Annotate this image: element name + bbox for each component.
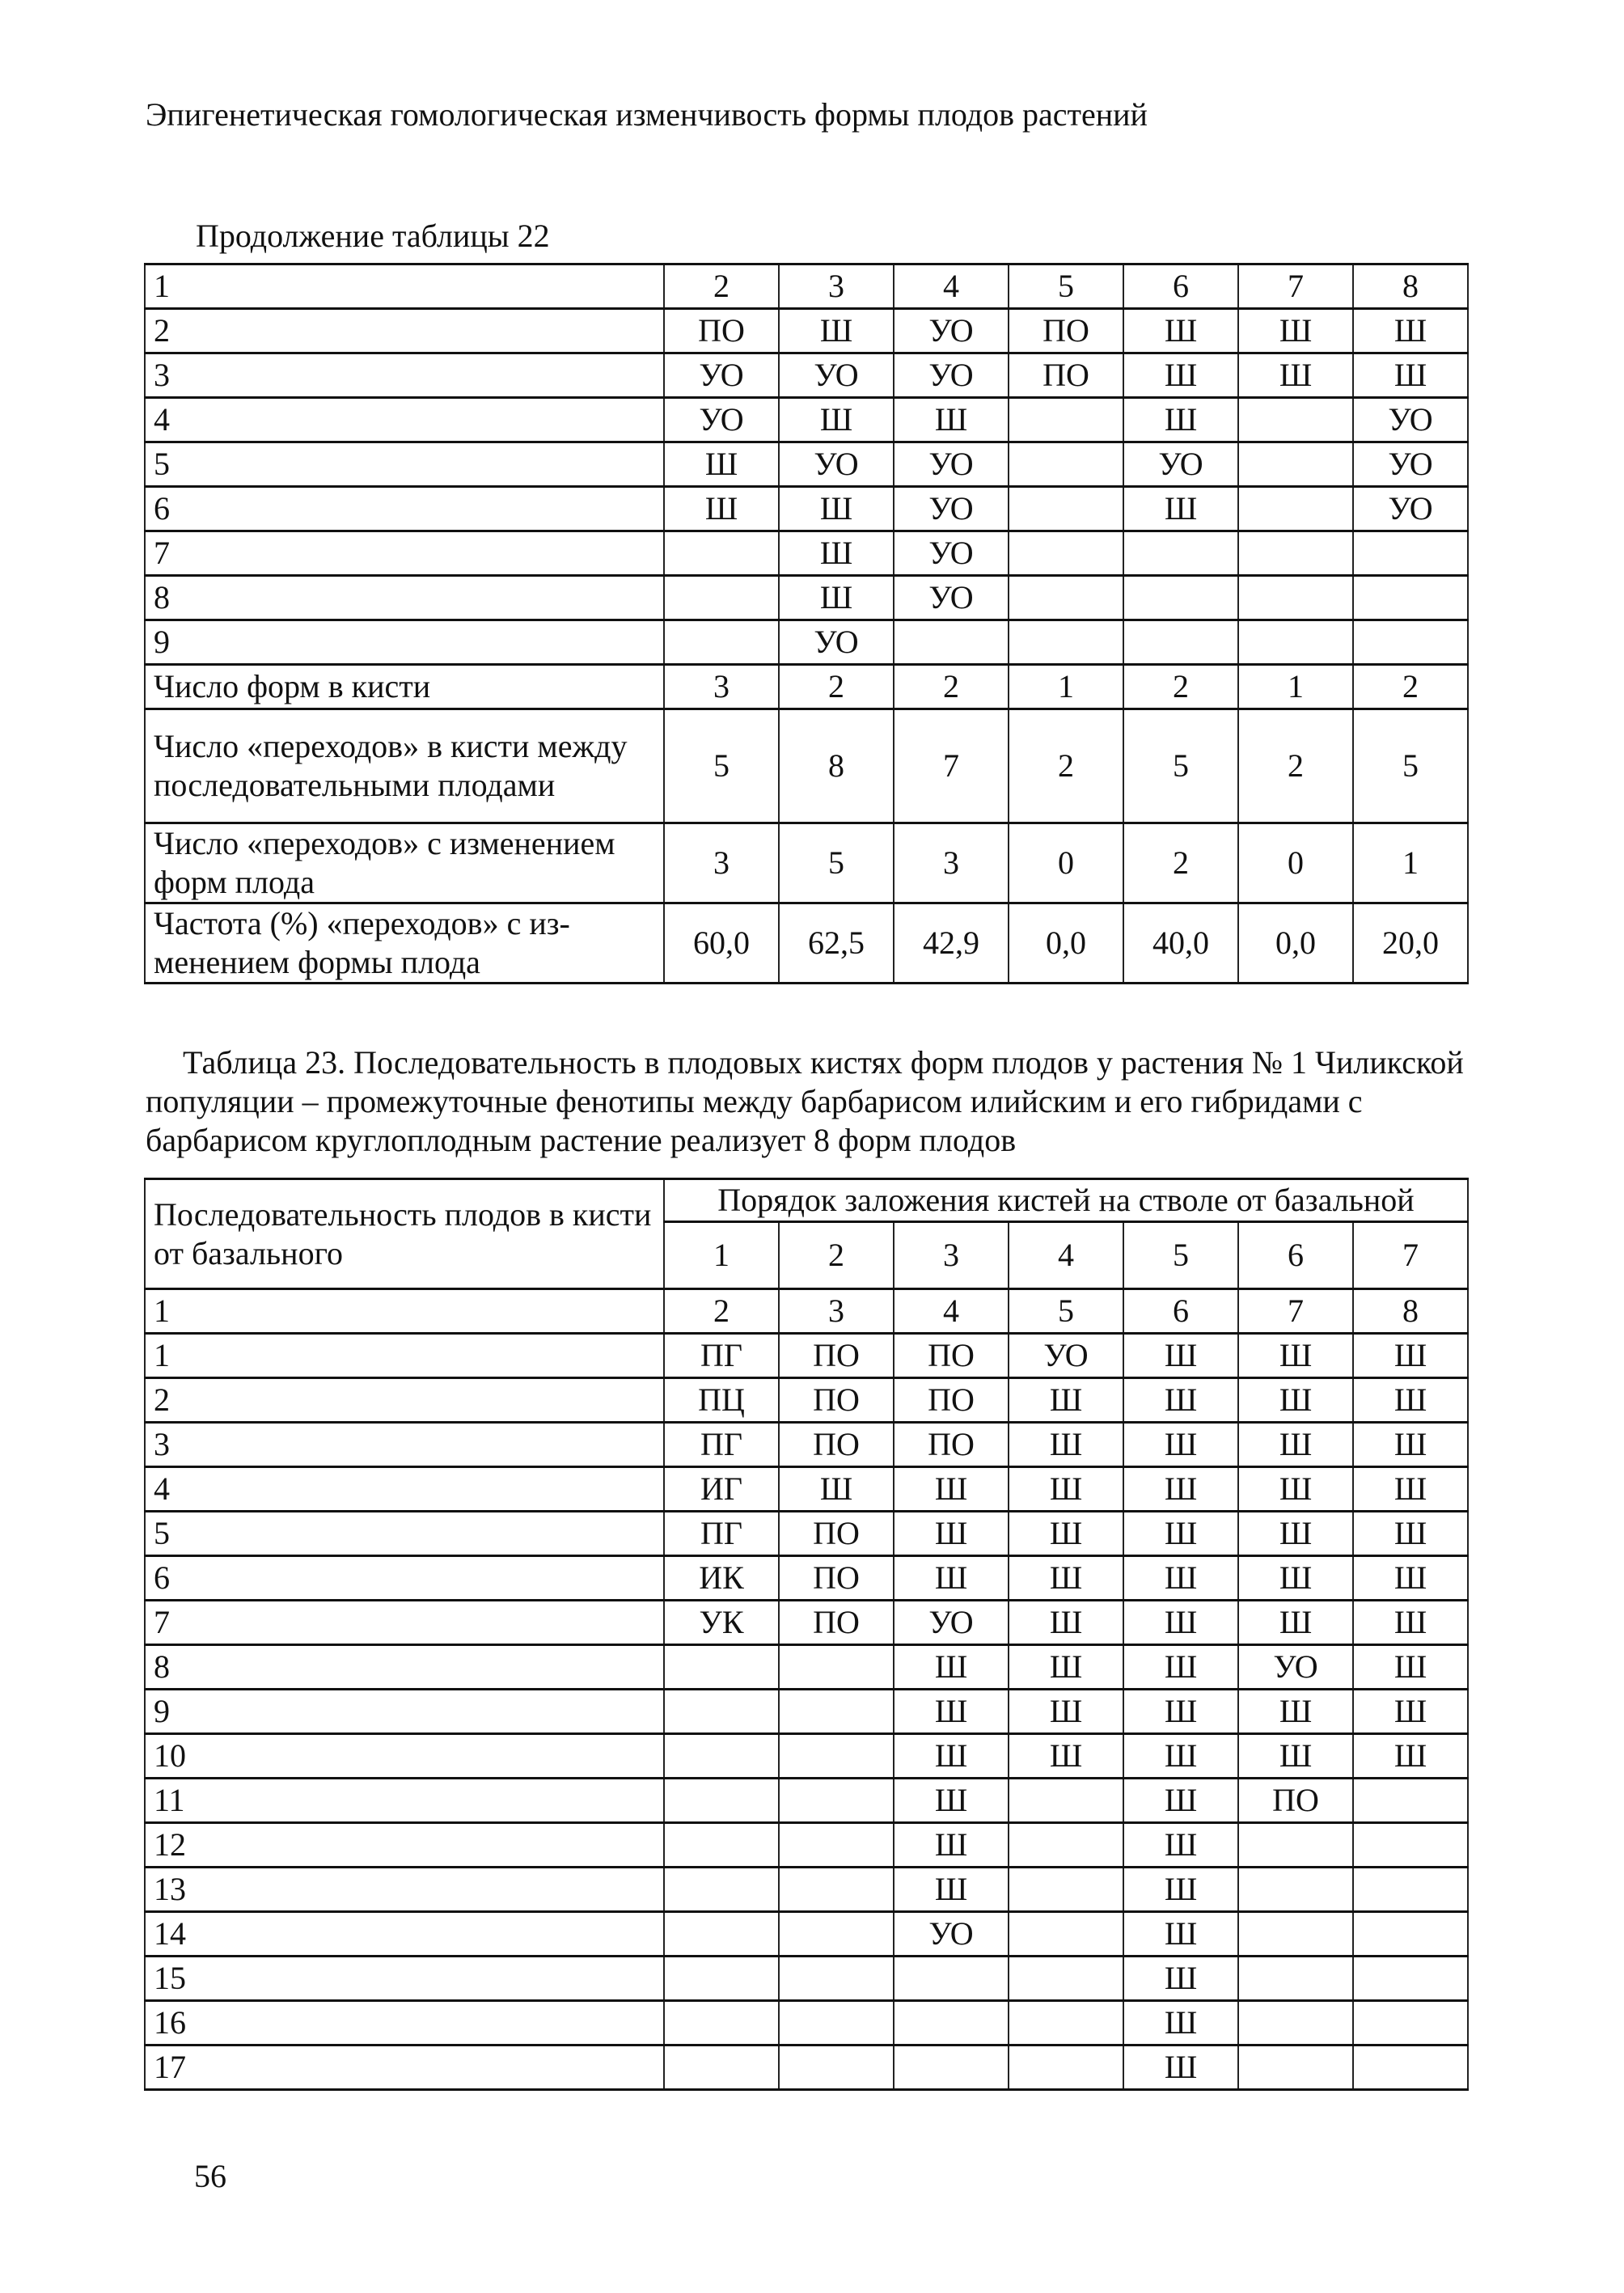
column-index-row (145, 264, 1468, 309)
table-cell: Ш (1238, 1601, 1353, 1645)
table-cell: Ш (1238, 1467, 1353, 1512)
table-cell: Ш (894, 1734, 1009, 1779)
table-cell: УО (894, 1912, 1009, 1957)
table-cell: Ш (1123, 487, 1238, 531)
table-cell (1238, 620, 1353, 665)
table-row (145, 1912, 1468, 1957)
table-cell: Ш (1009, 1601, 1123, 1645)
table-cell (664, 531, 779, 576)
table-cell (1353, 2046, 1468, 2090)
table-cell: Ш (1123, 1378, 1238, 1423)
table-cell: Ш (1353, 1556, 1468, 1601)
table-cell: Ш (779, 309, 894, 353)
row-label: 11 (145, 1779, 664, 1823)
row-label: 9 (145, 1690, 664, 1734)
table-cell: Ш (1123, 353, 1238, 398)
table-cell: Ш (894, 1556, 1009, 1601)
table-cell: УО (894, 576, 1009, 620)
table-cell: Ш (1123, 398, 1238, 442)
table-row (145, 487, 1468, 531)
table-cell (1238, 2001, 1353, 2046)
table-cell: 20,0 (1353, 903, 1468, 984)
table-cell: ПГ (664, 1423, 779, 1467)
column-index-cell: 5 (1009, 264, 1123, 309)
column-index-cell: 3 (779, 1289, 894, 1334)
table-cell (1353, 531, 1468, 576)
table-cell (894, 620, 1009, 665)
column-index-cell: 2 (664, 264, 779, 309)
table-cell (1009, 1912, 1123, 1957)
table-cell: Ш (1238, 1690, 1353, 1734)
table-cell: 1 (1353, 823, 1468, 903)
table-cell: Ш (1123, 1423, 1238, 1467)
column-index-cell: 5 (1009, 1289, 1123, 1334)
table-cell (779, 1823, 894, 1868)
table-cell: ПО (1009, 353, 1123, 398)
row-label: 8 (145, 576, 664, 620)
table-cell (894, 2001, 1009, 2046)
row-label: 9 (145, 620, 664, 665)
table-cell: Ш (1123, 1690, 1238, 1734)
row-label: Число форм в кисти (145, 665, 664, 709)
table-cell (894, 2046, 1009, 2090)
table-cell: ПГ (664, 1512, 779, 1556)
table-cell (779, 1779, 894, 1823)
table-cell: 1 (1009, 665, 1123, 709)
table-cell: Ш (1353, 1467, 1468, 1512)
table-cell (1353, 2001, 1468, 2046)
table-cell: Ш (1123, 309, 1238, 353)
table-row (145, 1868, 1468, 1912)
table-cell: 40,0 (1123, 903, 1238, 984)
table-cell (1009, 1823, 1123, 1868)
table-cell: Ш (1353, 309, 1468, 353)
table-cell: Ш (1123, 1779, 1238, 1823)
table-cell (664, 1868, 779, 1912)
table-cell: Ш (1238, 1423, 1353, 1467)
table-cell (779, 1868, 894, 1912)
row-label: 15 (145, 1957, 664, 2001)
table-cell: 5 (664, 709, 779, 823)
table-row (145, 823, 1468, 903)
column-index-cell: 7 (1238, 1289, 1353, 1334)
table-cell: ПО (779, 1423, 894, 1467)
table-cell: Ш (1353, 1334, 1468, 1378)
table-cell: 7 (894, 709, 1009, 823)
table-cell: 60,0 (664, 903, 779, 984)
table-row (145, 903, 1468, 984)
table-cell: ПО (664, 309, 779, 353)
table-row (145, 1556, 1468, 1601)
column-number-cell: 1 (664, 1222, 779, 1289)
table-cell: ПО (894, 1334, 1009, 1378)
table-cell: 2 (1123, 665, 1238, 709)
table-cell: 2 (894, 665, 1009, 709)
table-cell: Ш (1238, 1378, 1353, 1423)
table-cell (1353, 1957, 1468, 2001)
table-cell: Ш (894, 1779, 1009, 1823)
column-index-cell: 8 (1353, 1289, 1468, 1334)
table-cell (779, 2046, 894, 2090)
table-cell: ПО (1009, 309, 1123, 353)
table-cell: Ш (1353, 1734, 1468, 1779)
table-cell: Ш (894, 1512, 1009, 1556)
running-header: Эпигенетическая гомологическая изменчивость формы плодов растений (146, 96, 1148, 133)
table-cell (1009, 576, 1123, 620)
column-index-cell: 3 (779, 264, 894, 309)
table-cell: Ш (1009, 1512, 1123, 1556)
table-cell: Ш (894, 1645, 1009, 1690)
row-label: 17 (145, 2046, 664, 2090)
table-row (145, 309, 1468, 353)
table-cell: 2 (1238, 709, 1353, 823)
table-cell: ПО (779, 1601, 894, 1645)
table-cell: Ш (1238, 1334, 1353, 1378)
table-row (145, 398, 1468, 442)
table-cell: ИГ (664, 1467, 779, 1512)
table-cell: 62,5 (779, 903, 894, 984)
table-cell: 2 (1009, 709, 1123, 823)
row-label: 5 (145, 1512, 664, 1556)
table-cell (1353, 1912, 1468, 1957)
table-cell (664, 1645, 779, 1690)
table-cell: Ш (1009, 1378, 1123, 1423)
column-index-cell: 2 (664, 1289, 779, 1334)
column-index-cell: 4 (894, 264, 1009, 309)
table-cell (1238, 576, 1353, 620)
table-cell: УО (894, 531, 1009, 576)
column-number-cell: 6 (1238, 1222, 1353, 1289)
table-cell: Ш (894, 1690, 1009, 1734)
row-label: 12 (145, 1823, 664, 1868)
table-cell: Ш (1353, 1645, 1468, 1690)
table-cell (664, 1957, 779, 2001)
table-cell (1238, 442, 1353, 487)
table-cell: 42,9 (894, 903, 1009, 984)
table-row (145, 1645, 1468, 1690)
table-cell: Ш (1123, 2001, 1238, 2046)
table-cell: УО (1353, 398, 1468, 442)
table-cell: Ш (1353, 1690, 1468, 1734)
table-cell: 5 (1353, 709, 1468, 823)
table-cell: УО (894, 442, 1009, 487)
column-index-cell: 4 (894, 1289, 1009, 1334)
row-label: 6 (145, 1556, 664, 1601)
table-cell (1009, 1779, 1123, 1823)
table-cell: ПО (1238, 1779, 1353, 1823)
table-cell: ИК (664, 1556, 779, 1601)
table-row (145, 1512, 1468, 1556)
table-cell: Ш (1123, 1912, 1238, 1957)
table-cell (664, 1690, 779, 1734)
table-cell (779, 1912, 894, 1957)
row-label: 3 (145, 353, 664, 398)
table-cell (664, 576, 779, 620)
table-cell: ПО (779, 1556, 894, 1601)
table-cell (664, 620, 779, 665)
table-cell (1238, 531, 1353, 576)
table-cell: ПЦ (664, 1378, 779, 1423)
row-label: 4 (145, 398, 664, 442)
table-cell: Ш (1009, 1734, 1123, 1779)
table-cell: Ш (779, 1467, 894, 1512)
table-cell: ПО (894, 1423, 1009, 1467)
table-cell (779, 2001, 894, 2046)
table-row (145, 1734, 1468, 1779)
table-cell: Ш (1238, 1512, 1353, 1556)
table-cell: Ш (779, 487, 894, 531)
table-row (145, 1690, 1468, 1734)
table-cell: Ш (1353, 1512, 1468, 1556)
column-index-cell: 7 (1238, 264, 1353, 309)
table-cell: Ш (1009, 1645, 1123, 1690)
table-cell (1238, 2046, 1353, 2090)
table-cell (1009, 487, 1123, 531)
table-cell: Ш (1353, 1378, 1468, 1423)
table22-caption: Продолжение таблицы 22 (196, 218, 550, 254)
row-label: 5 (145, 442, 664, 487)
table-cell (1238, 1912, 1353, 1957)
table-cell (1353, 1868, 1468, 1912)
table-cell (1123, 576, 1238, 620)
table-row (145, 1957, 1468, 2001)
table-cell: УО (1238, 1645, 1353, 1690)
table-cell (664, 1823, 779, 1868)
row-label: 10 (145, 1734, 664, 1779)
table-row (145, 709, 1468, 823)
table-cell: ПО (779, 1378, 894, 1423)
table-cell: 8 (779, 709, 894, 823)
table-cell (1009, 442, 1123, 487)
table-cell: ПО (894, 1378, 1009, 1423)
table-cell: 0,0 (1238, 903, 1353, 984)
table-cell (1009, 398, 1123, 442)
table-cell: Ш (1238, 309, 1353, 353)
table-cell: Ш (664, 442, 779, 487)
row-label: Число «переходов» в кисти между последовательными плодами (145, 709, 664, 823)
table-cell (664, 2046, 779, 2090)
table-cell: 2 (779, 665, 894, 709)
table-cell (1238, 1957, 1353, 2001)
table-row (145, 576, 1468, 620)
column-group-header: Порядок заложения кистей на стволе от базальной (664, 1179, 1468, 1222)
table-cell (1009, 1868, 1123, 1912)
table-row (145, 2046, 1468, 2090)
table-header-row (145, 1179, 1468, 1222)
row-label: 4 (145, 1467, 664, 1512)
page-number: 56 (194, 2158, 226, 2194)
table-cell (1353, 1779, 1468, 1823)
table-cell: 0 (1238, 823, 1353, 903)
row-label: 2 (145, 309, 664, 353)
table-cell (1123, 620, 1238, 665)
row-label: 2 (145, 1378, 664, 1423)
table-cell: Ш (1123, 1601, 1238, 1645)
row-label: Число «переходов» с изменением форм плода (145, 823, 664, 903)
table-cell (894, 1957, 1009, 2001)
table-cell: Ш (779, 576, 894, 620)
table-cell: 0 (1009, 823, 1123, 903)
table-row (145, 442, 1468, 487)
table-cell: Ш (1123, 1556, 1238, 1601)
row-label: 3 (145, 1423, 664, 1467)
table-row (145, 665, 1468, 709)
table-cell (1009, 2046, 1123, 2090)
row-header: Последовательность плодов в кисти от базального (145, 1179, 664, 1289)
table-cell: Ш (1123, 1823, 1238, 1868)
table-cell: Ш (664, 487, 779, 531)
table-cell: Ш (894, 1868, 1009, 1912)
table-cell (779, 1957, 894, 2001)
table-cell: Ш (1123, 1734, 1238, 1779)
table-cell: Ш (1009, 1690, 1123, 1734)
table-row (145, 1334, 1468, 1378)
column-number-cell: 4 (1009, 1222, 1123, 1289)
table-cell (1238, 487, 1353, 531)
table-cell: Ш (1123, 1868, 1238, 1912)
row-label: 6 (145, 487, 664, 531)
table-cell (1238, 1823, 1353, 1868)
table-cell: УО (664, 398, 779, 442)
column-number-cell: 3 (894, 1222, 1009, 1289)
table-row (145, 2001, 1468, 2046)
table-cell (779, 1690, 894, 1734)
table-cell (779, 1734, 894, 1779)
column-index-cell: 1 (145, 1289, 664, 1334)
row-label: 7 (145, 531, 664, 576)
row-label: 8 (145, 1645, 664, 1690)
table-cell: УО (894, 487, 1009, 531)
table-cell: 3 (894, 823, 1009, 903)
column-number-cell: 7 (1353, 1222, 1468, 1289)
table-cell: Ш (894, 398, 1009, 442)
row-label: 14 (145, 1912, 664, 1957)
table-row (145, 1423, 1468, 1467)
table-22 (144, 263, 1469, 984)
table-cell: ПО (779, 1512, 894, 1556)
table-cell: Ш (1009, 1556, 1123, 1601)
table-cell: УО (894, 353, 1009, 398)
table-row (145, 1601, 1468, 1645)
table-cell: УО (779, 353, 894, 398)
table-cell: Ш (1009, 1467, 1123, 1512)
table-cell: Ш (1123, 2046, 1238, 2090)
table-cell: УО (894, 309, 1009, 353)
column-index-cell: 6 (1123, 1289, 1238, 1334)
table-row (145, 1823, 1468, 1868)
table-cell (664, 1779, 779, 1823)
table-cell (1353, 620, 1468, 665)
table-cell: Ш (779, 531, 894, 576)
table-cell (664, 2001, 779, 2046)
column-index-cell: 8 (1353, 264, 1468, 309)
table-cell (1123, 531, 1238, 576)
table-cell: УО (1123, 442, 1238, 487)
table-cell: Ш (1353, 1601, 1468, 1645)
row-label: 16 (145, 2001, 664, 2046)
row-label: 1 (145, 1334, 664, 1378)
table-cell: 5 (779, 823, 894, 903)
row-label: 13 (145, 1868, 664, 1912)
table-row (145, 1378, 1468, 1423)
table-cell: 1 (1238, 665, 1353, 709)
table-cell: 5 (1123, 709, 1238, 823)
table-cell: 0,0 (1009, 903, 1123, 984)
column-number-cell: 2 (779, 1222, 894, 1289)
table-row (145, 1779, 1468, 1823)
table-cell: УК (664, 1601, 779, 1645)
table-cell: Ш (1353, 353, 1468, 398)
table-23 (144, 1178, 1469, 2091)
table-cell: Ш (1123, 1645, 1238, 1690)
table-cell: ПО (779, 1334, 894, 1378)
table-cell: Ш (894, 1467, 1009, 1512)
row-label: Частота (%) «переходов» с изменением формы плода (145, 903, 664, 984)
table-cell: УО (664, 353, 779, 398)
table-cell: 3 (664, 823, 779, 903)
table-row (145, 531, 1468, 576)
table23-caption: Таблица 23. Последовательность в плодовых кистях форм плодов у растения № 1 Чиликской популяции – промежуточные фенотипы между барбарисом илийским и его гибридами с барбарисом круглоплодным растение реализует 8 форм плодов (146, 1044, 1464, 1158)
column-index-cell: 1 (145, 264, 664, 309)
table-cell (779, 1645, 894, 1690)
table-cell: Ш (1123, 1957, 1238, 2001)
table-cell: УО (1353, 487, 1468, 531)
table-cell (1009, 2001, 1123, 2046)
table-cell (664, 1734, 779, 1779)
column-number-cell: 5 (1123, 1222, 1238, 1289)
table-cell: Ш (1009, 1423, 1123, 1467)
table-cell: 2 (1123, 823, 1238, 903)
table-cell (1353, 1823, 1468, 1868)
table-cell: Ш (1123, 1334, 1238, 1378)
table-cell (1009, 1957, 1123, 2001)
table-cell: Ш (1353, 1423, 1468, 1467)
table-cell (1238, 398, 1353, 442)
table-cell (1353, 576, 1468, 620)
table-cell: 3 (664, 665, 779, 709)
table-cell: УО (894, 1601, 1009, 1645)
table-cell: Ш (779, 398, 894, 442)
table-cell: УО (779, 620, 894, 665)
table-row (145, 353, 1468, 398)
table-cell: ПГ (664, 1334, 779, 1378)
table-cell: УО (1353, 442, 1468, 487)
table-cell (1238, 1868, 1353, 1912)
table-cell: УО (1009, 1334, 1123, 1378)
table-row (145, 1467, 1468, 1512)
table-cell: Ш (1123, 1467, 1238, 1512)
table-cell: 2 (1353, 665, 1468, 709)
table-row (145, 620, 1468, 665)
column-index-cell: 6 (1123, 264, 1238, 309)
column-index-row (145, 1289, 1468, 1334)
table-cell: УО (779, 442, 894, 487)
table-cell: Ш (1238, 1556, 1353, 1601)
table-cell: Ш (894, 1823, 1009, 1868)
table-cell: Ш (1238, 353, 1353, 398)
table-cell: Ш (1123, 1512, 1238, 1556)
row-label: 7 (145, 1601, 664, 1645)
table-cell (1009, 620, 1123, 665)
table-cell: Ш (1238, 1734, 1353, 1779)
table-cell (664, 1912, 779, 1957)
table-cell (1009, 531, 1123, 576)
